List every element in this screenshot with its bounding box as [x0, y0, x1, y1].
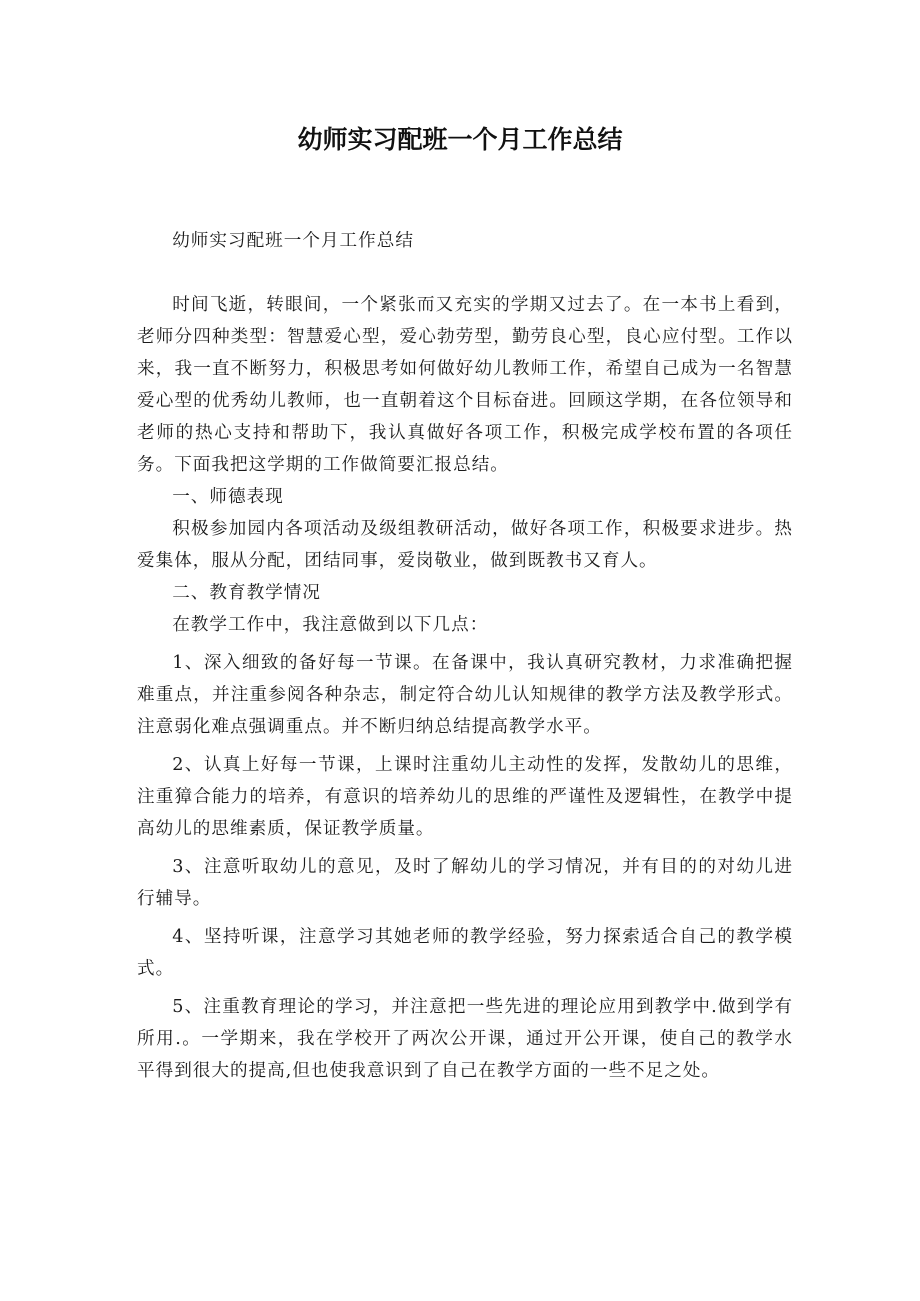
teaching-intro-paragraph: 在教学工作中，我注意做到以下几点： — [172, 615, 489, 635]
list-item-5: 5、注重教育理论的学习，并注意把一些先进的理论应用到教学中.做到学有所用.。一学期来，我在学校开了两次公开课，通过开公开课，使自己的教学水平得到很大的提高,但也使我意识到了自己在教学方面的一些不足之处。 — [137, 997, 793, 1081]
list-item-2: 2、认真上好每一节课，上课时注重幼儿主动性的发挥，发散幼儿的思维，注重獐合能力的培养，有意识的培养幼儿的思维的严谨性及逻辑性，在教学中提高幼儿的思维素质，保证教学质量。 — [137, 755, 793, 839]
document-body — [137, 225, 793, 1093]
list-item-4: 4、坚持听课，注意学习其她老师的教学经验，努力探索适合自己的教学模式。 — [137, 927, 793, 979]
document-subtitle: 幼师实习配班一个月工作总结 — [172, 231, 414, 251]
section-heading-teaching: 二、教育教学情况 — [172, 583, 321, 603]
list-item-3: 3、注意听取幼儿的意见，及时了解幼儿的学习情况，并有目的的对幼儿进行辅导。 — [137, 857, 793, 909]
ethics-paragraph: 积极参加园内各项活动及级组教研活动，做好各项工作，积极要求进步。热爱集体，服从分配，团结同事，爱岗敬业，做到既教书又育人。 — [137, 519, 793, 571]
section-heading-ethics: 一、师德表现 — [172, 487, 284, 507]
list-item-1: 1、深入细致的备好每一节课。在备课中，我认真研究教材，力求准确把握难重点，并注重参阅各种杂志，制定符合幼儿认知规律的教学方法及教学形式。注意弱化难点强调重点。并不断归纳总结提高教学水平。 — [137, 653, 793, 737]
document-title: 幼师实习配班一个月工作总结 — [297, 125, 623, 154]
intro-paragraph: 时间飞逝，转眼间，一个紧张而又充实的学期又过去了。在一本书上看到，老师分四种类型：智慧爱心型，爱心勃劳型，勤劳良心型，良心应付型。工作以来，我一直不断努力，积极思考如何做好幼儿教师工作，希望自己成为一名智慧爱心型的优秀幼儿教师，也一直朝着这个目标奋进。回顾这学期，在各位领导和老师的热心支持和帮助下，我认真做好各项工作，积极完成学校布置的各项任务。下面我把这学期的工作做简要汇报总结。 — [137, 295, 793, 475]
